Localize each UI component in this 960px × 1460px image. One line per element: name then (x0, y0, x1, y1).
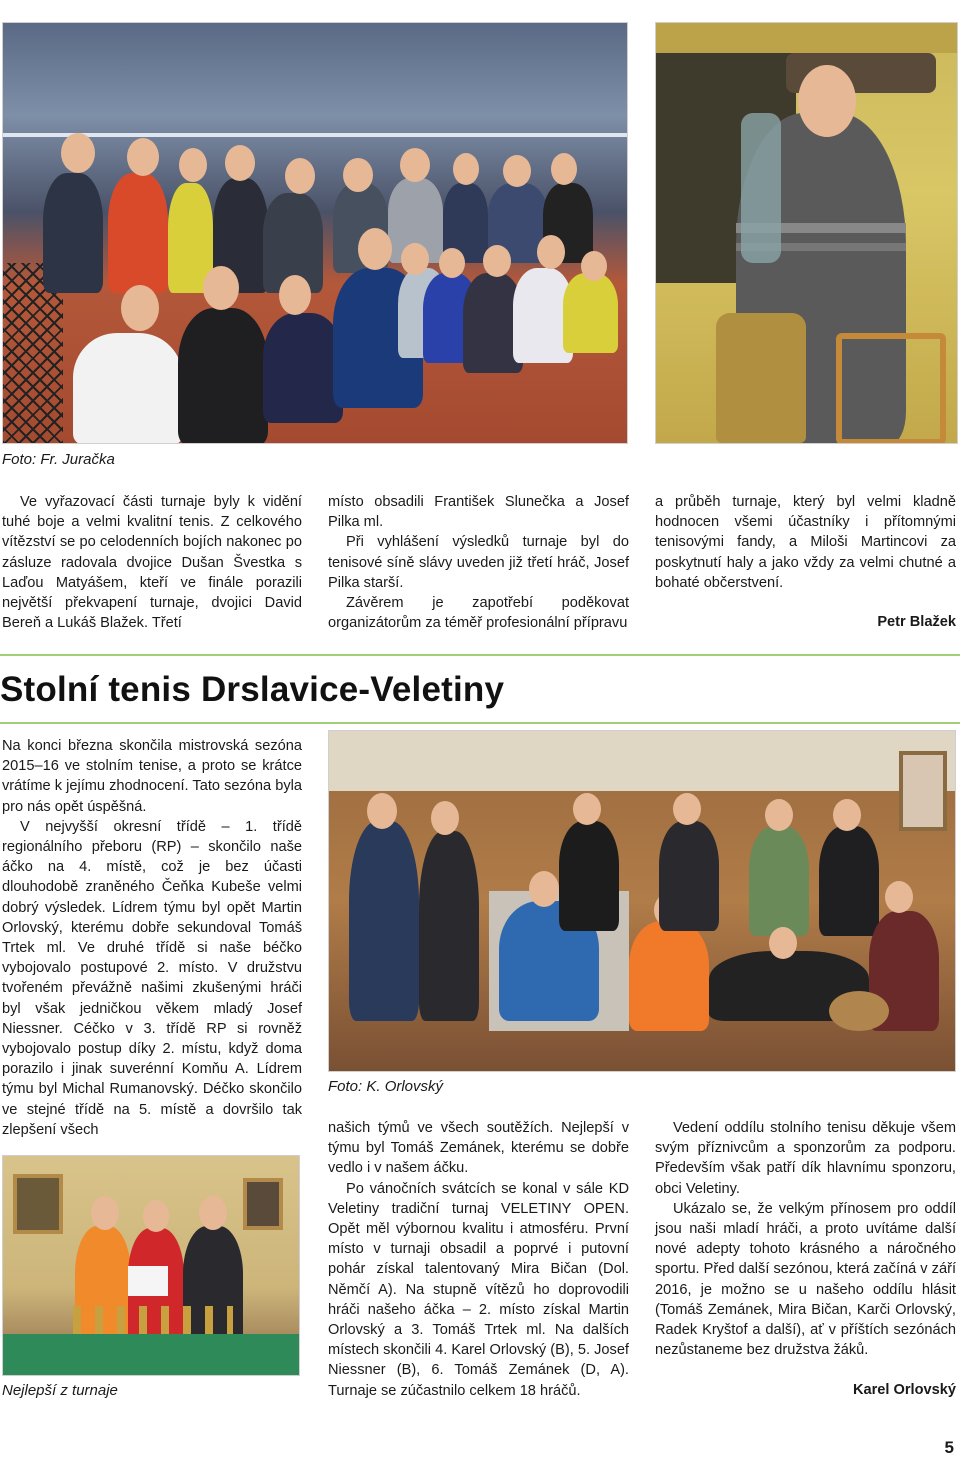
top-column-3 (655, 492, 956, 593)
article-column-2-para-2: Po vánočních svátcích se konal v sále KD Veletiny tradiční turnaj VELETINY OPEN. Opět měl výbornou kvalitu i atmosféru. První místo v turnaji obsadil a poprvé i putovní pohár získal talentovaný Mira Bičan (Dol. Němčí A). Na stupně vítězů ho doprovodili hráči našeho áčka – 2. místo získal Martin Orlovský a 3. Tomáš Trtek ml. Na dalších místech skončili 4. Karel Orlovský (B), 5. Josef Niessner (B), 6. Tomáš Zemánek (D, A). Turnaje se zúčastnilo celkem 18 hráčů. (328, 1180, 629, 1399)
article-column-2 (328, 1118, 629, 1401)
top-column-1-text: Ve vyřazovací části turnaje byly k vidění tuhé boje a velmi kvalitní tenis. Z celkového vítězství se po celodenních bojích nakonec po zásluze radovala dvojice Dušan Švestka s Laďou Matyášem, kteří ve finále porazili největší překvapení turnaje, dvojici David Bereň a Lukáš Blažek. Třetí (2, 494, 302, 632)
article-column-3-para-2: Ukázalo se, že velkým přínosem pro oddíl jsou naši mladí hráči, a proto uvítáme další nové adepty tohoto krásného a náročného sportu. Před další sezónou, která začíná v září 2016, je možno se u našeho oddílu hlásit (Tomáš Zemánek, Mira Bičan, Karči Orlovský, Radek Kryštof a další), ať v příštích sezónách nezůstaneme bez družstva žáků. (655, 1200, 956, 1359)
table-tennis-group-photo (328, 730, 956, 1072)
top-column-3-text: a průběh turnaje, který byl velmi kladně hodnocen všemi účastníky i přítomnými tenisovými fandy, a Miloši Martincovi za poskytnutí haly a jako vždy za velmi chutné a bohaté občerstvení. (655, 494, 956, 591)
article-column-1-para-1: Na konci března skončila mistrovská sezóna 2015–16 ve stolním tenise, a proto se krátce vrátíme k jejímu zhodnocení. Tato sezóna byla pro nás opět úspěšná. (2, 738, 302, 815)
photo-credit-big: Foto: K. Orlovský (328, 1078, 444, 1095)
article-author: Karel Orlovský (852, 1382, 956, 1398)
article-column-3-para-1: Vedení oddílu stolního tenisu děkuje všem svým příznivcům a sponzorům za podporu. Především však patří dík hlavnímu sponzoru, obci Veletiny. (655, 1120, 956, 1197)
tournament-winners-photo (2, 1155, 300, 1376)
top-column-1 (2, 492, 302, 633)
article-column-1 (2, 736, 302, 1140)
photo-credit-top: Foto: Fr. Juračka (2, 451, 115, 468)
article-column-1-para-2: V nejvyšší okresní třídě – 1. třídě regionálního přeboru (RP) – skončilo naše áčko na 4. místě, což je bez účasti dlouhodobě zraněného Čeňka Kubeše velmi dobrý výsledek. Lídrem týmu byl opět Martin Orlovský, kterému dobře sekundoval Tomáš Trtek ml. Ve druhé třídě si naše béčko vybojovalo postupové 2. místo. V družstvu tvořeném převážně našimi zkušenými hráči byl však jedničkou věkem mladý Josef Niessner. Céčko v 3. třídě RP si rovněž vybojovalo postup díky 2. místu, když doma porazilo i jinak suverénní Komňu A. Lídrem týmu byl Michal Rumanovský. Déčko skončilo ve stejné třídě na 5. místě a dovršilo tak zlepšení všech (2, 818, 302, 1138)
trophy-photo (655, 22, 958, 444)
top-column-2-para-2: Při vyhlášení výsledků turnaje byl do tenisové síně slávy uveden již třetí hráč, Josef Pilka starší. (328, 534, 629, 591)
top-author: Petr Blažek (877, 614, 956, 630)
top-column-2-para-3: Závěrem je zapotřebí poděkovat organizátorům za téměř profesionální přípravu (328, 595, 629, 632)
page-number: 5 (944, 1438, 954, 1457)
article-headline: Stolní tenis Drslavice-Veletiny (0, 670, 505, 709)
article-column-3 (655, 1118, 956, 1360)
article-column-2-para-1: našich týmů ve všech soutěžích. Nejlepší v týmu byl Tomáš Zemánek, kterému se dobře vedlo i v našem áčku. (328, 1120, 629, 1177)
section-divider-top (0, 654, 960, 656)
tennis-team-photo (2, 22, 628, 444)
photo-caption-winners: Nejlepší z turnaje (2, 1382, 118, 1399)
top-column-2-para-1: místo obsadili František Slunečka a Josef Pilka ml. (328, 494, 629, 531)
top-column-2 (328, 492, 629, 633)
section-divider-bottom (0, 722, 960, 724)
